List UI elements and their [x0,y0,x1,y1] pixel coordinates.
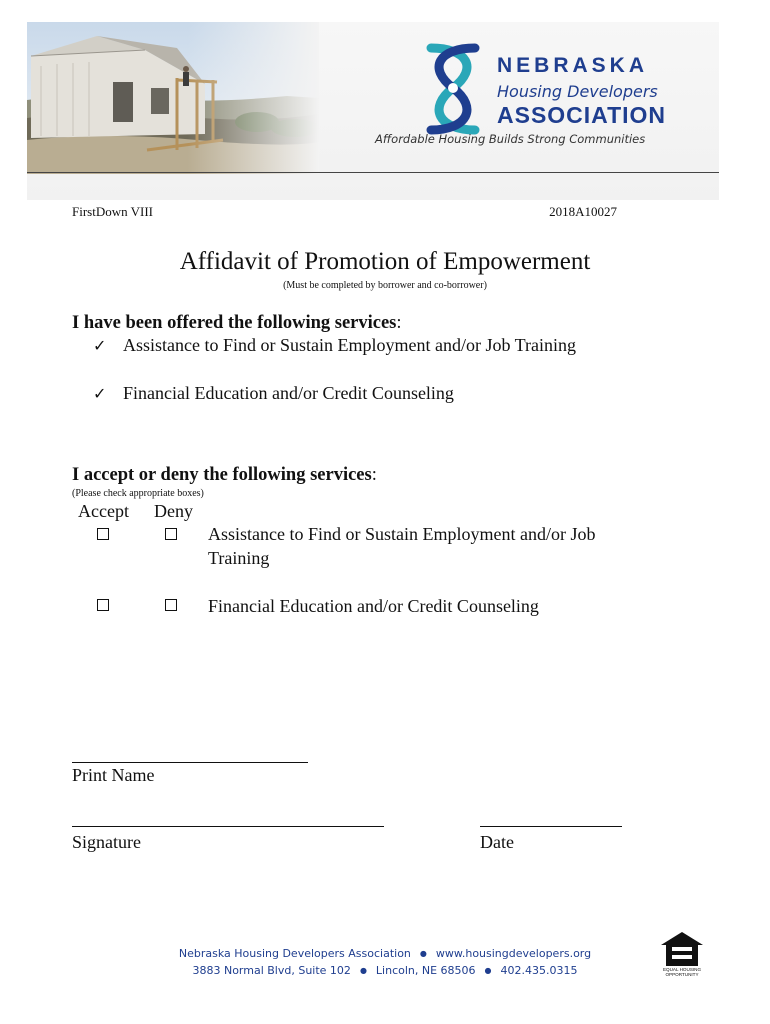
accept-deny-heading-text: I accept or deny the following services [72,465,372,485]
checkmark-icon: ✓ [93,384,107,403]
logo-association-text: ASSOCIATION [497,102,667,128]
equal-housing-text [656,967,708,977]
accept-deny-heading-colon: : [371,465,377,485]
deny-column-header: Deny [154,501,193,521]
program-name: FirstDown VIII [72,204,154,219]
accept-column-header: Accept [78,501,129,521]
footer-org: Nebraska Housing Developers Association [178,947,411,960]
bullet-separator: ● [419,949,427,958]
header-divider [27,172,719,173]
nhda-knot-logo-icon [417,40,489,136]
print-name-label: Print Name [72,765,155,785]
eho-line-1: EQUAL HOUSING [662,967,702,972]
eho-line-2: OPPORTUNITY [665,972,699,977]
tagline: Affordable Housing Builds Strong Communities [375,132,646,146]
offered-heading-text: I have been offered the following services [72,313,397,333]
offered-services-heading [72,313,402,334]
footer-website-link[interactable]: www.housingdevelopers.org [435,947,592,960]
offered-item-label: Financial Education and/or Credit Counseling [123,383,454,403]
nhda-logo [417,40,717,140]
footer-contact-line-1 [0,947,770,960]
offered-item [93,383,454,404]
accept-financial-education-checkbox[interactable] [97,599,109,611]
bullet-separator: ● [359,966,367,975]
footer-contact-line-2 [0,964,770,977]
date-label: Date [480,832,514,852]
footer-city: Lincoln, NE 68506 [375,964,476,977]
offered-item [93,335,576,356]
deny-employment-checkbox[interactable] [165,528,177,540]
letterhead-banner [27,22,719,200]
print-name-line[interactable] [72,762,308,763]
financial-education-service-label: Financial Education and/or Credit Counseling [208,596,539,616]
deny-financial-education-checkbox[interactable] [165,599,177,611]
file-number: 2018A10027 [549,204,617,219]
logo-nebraska-text: NEBRASKA [497,54,649,77]
date-line[interactable] [480,826,622,827]
offered-heading-colon: : [396,313,402,333]
document-title: Affidavit of Promotion of Empowerment [179,248,591,275]
checkmark-icon: ✓ [93,336,107,355]
footer-phone: 402.435.0315 [500,964,578,977]
signature-label: Signature [72,832,141,852]
accept-deny-heading [72,465,377,486]
signature-line[interactable] [72,826,384,827]
offered-item-label: Assistance to Find or Sustain Employment and/or Job Training [123,335,576,355]
document-subtitle: (Must be completed by borrower and co-borrower) [283,280,487,291]
checkbox-instruction: (Please check appropriate boxes) [72,488,204,499]
footer-address: 3883 Normal Blvd, Suite 102 [192,964,351,977]
house-under-construction-photo [27,22,319,174]
logo-housing-developers-text: Housing Developers [497,82,658,101]
bullet-separator: ● [484,966,492,975]
accept-employment-checkbox[interactable] [97,528,109,540]
employment-service-label: Assistance to Find or Sustain Employment and/or Job Training [208,524,596,568]
